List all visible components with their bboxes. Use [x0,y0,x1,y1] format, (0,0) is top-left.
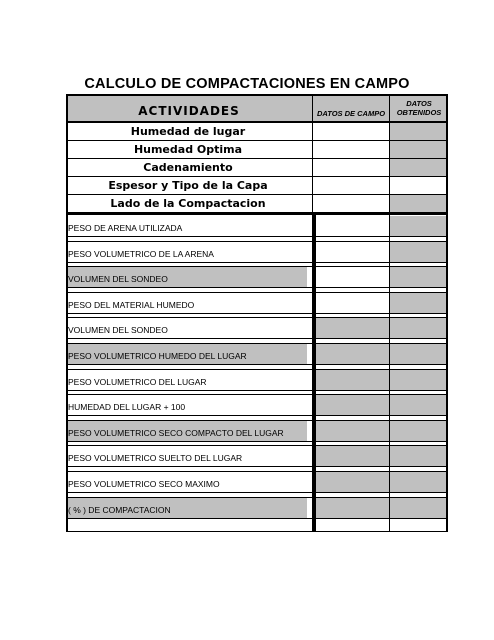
row-divider [66,292,448,293]
row-divider [66,241,448,242]
obtenidos-cell-shaded [390,344,448,364]
row-divider [66,313,448,314]
row-label: PESO DEL MATERIAL HUMEDO [68,300,195,310]
obtenidos-cell-shaded [390,370,448,390]
obtenidos-cell-shaded [390,267,448,287]
campo-cell-shaded [316,421,389,441]
row-divider [66,390,448,391]
compaction-table [66,94,448,532]
obtenidos-cell-shaded [390,472,448,492]
row-divider [66,236,448,237]
row-label: HUMEDAD DEL LUGAR + 100 [68,402,186,412]
row-divider [66,262,448,263]
row-label: PESO VOLUMETRICO DEL LUGAR [68,377,207,387]
row-label: VOLUMEN DEL SONDEO [68,325,168,335]
top-row-label: Lado de la Compactacion [110,197,266,210]
top-row-divider [66,158,448,159]
top-row-divider [66,140,448,141]
obtenidos-cell-shaded [390,421,448,441]
campo-cell-shaded [316,395,389,415]
top-row-divider [66,194,448,195]
row-label: ( % ) DE COMPACTACION [68,505,171,515]
row-divider [66,369,448,370]
obtenidos-cell-shaded [390,159,448,176]
row-divider [66,415,448,416]
row-label: PESO VOLUMETRICO SECO COMPACTO DEL LUGAR [68,428,284,438]
obtenidos-cell-shaded [390,293,448,313]
obtenidos-cell-shaded [390,242,448,262]
header-actividades: ACTIVIDADES [138,104,240,118]
row-divider [66,343,448,344]
col-divider-obtenidos [389,94,390,532]
obtenidos-cell-shaded [390,141,448,158]
row-divider [66,364,448,365]
row-divider [66,445,448,446]
campo-cell-shaded [316,370,389,390]
row-divider [66,338,448,339]
top-row-label: Humedad de lugar [130,125,246,138]
obtenidos-cell-shaded [390,498,448,518]
row-divider [66,287,448,288]
obtenidos-cell-shaded [390,216,448,236]
row-label: VOLUMEN DEL SONDEO [68,274,168,284]
header-datos-obtenidos-line2: OBTENIDOS [396,108,442,117]
obtenidos-cell-shaded [390,123,448,140]
row-divider [66,492,448,493]
col-divider-header [312,94,313,212]
header-datos-obtenidos [390,99,448,117]
row-divider [66,394,448,395]
campo-cell-shaded [316,446,389,466]
outer-bottom [66,531,448,532]
campo-cell-shaded [316,498,389,518]
top-row-label: Espesor y Tipo de la Capa [108,179,268,192]
row-divider [66,266,448,267]
outer-right [446,94,448,532]
outer-left [66,94,68,532]
obtenidos-cell-shaded [390,446,448,466]
row-label: PESO VOLUMETRICO DE LA ARENA [68,249,214,259]
obtenidos-cell-shaded [390,195,448,212]
section-divider [66,212,448,215]
row-label: PESO VOLUMETRICO HUMEDO DEL LUGAR [68,351,247,361]
row-divider [66,518,448,519]
row-divider [66,441,448,442]
row-divider [66,466,448,467]
row-divider [66,471,448,472]
row-label: PESO VOLUMETRICO SECO MAXIMO [68,479,220,489]
row-label: PESO VOLUMETRICO SUELTO DEL LUGAR [68,453,243,463]
campo-cell-shaded [316,472,389,492]
col-divider-campo-thick [312,212,316,532]
top-row-divider [66,176,448,177]
top-row-label: Humedad Optima [133,143,243,156]
header-bottom [66,121,448,123]
header-datos-obtenidos-line1: DATOS [406,99,432,108]
row-divider [66,420,448,421]
top-row-label: Cadenamiento [143,161,233,174]
obtenidos-cell-shaded [390,318,448,338]
outer-top [66,94,448,96]
row-divider [66,317,448,318]
campo-cell-shaded [316,318,389,338]
obtenidos-cell-shaded [390,395,448,415]
header-datos-campo: DATOS DE CAMPO [316,109,386,118]
page-title: CALCULO DE COMPACTACIONES EN CAMPO [84,76,410,92]
row-label: PESO DE ARENA UTILIZADA [68,223,183,233]
campo-cell-shaded [316,344,389,364]
row-divider [66,497,448,498]
